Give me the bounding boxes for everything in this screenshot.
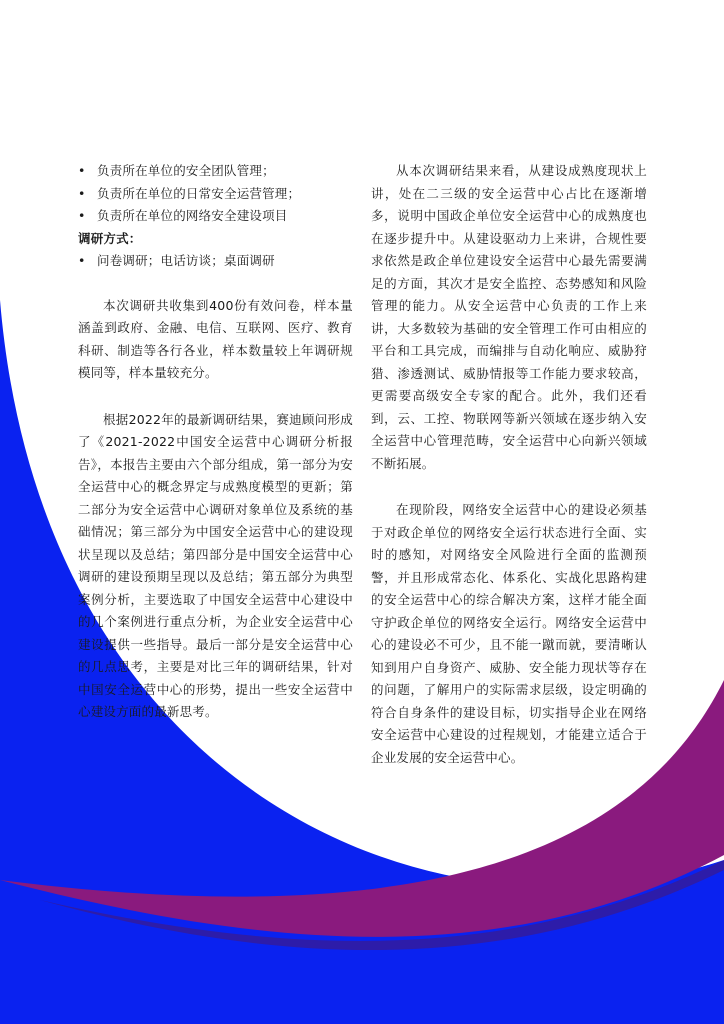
paragraph-report-structure: 根据2022年的最新调研结果，赛迪顾问形成了《2021-2022中国安全运营中心调研分析报告》，本报告主要由六个部分组成，第一部分为安全运营中心的概念界定与成熟度模型的更新；第二部分为安全运营中心调研对象单位及系统的基础情况；第三部分为中国安全运营中心的建设现状呈现以及总结；第四部分是中国安全运营中心调研的建设预期呈现以及总结；第五部分为典型案例分析，主要选取了中国安全运营中心建设中的几个案例进行重点分析，为企业安全运营中心建设提供一些指导。最后一部分是安全运营中心的几点思考，主要是对比三年的调研结果，针对中国安全运营中心的形势，提出一些安全运营中心建设方面的最新思考。: [78, 411, 353, 719]
bullet-text: 问卷调研；电话访谈；桌面调研: [97, 253, 275, 268]
bullet-dot: •: [78, 253, 86, 268]
left-column: [78, 160, 353, 724]
paragraph-survey-sample: 本次调研共收集到400份有效问卷，样本量涵盖到政府、金融、电信、互联网、医疗、教育科研、制造等各行各业，样本数量较上年调研规模同等，样本量较充分。: [78, 297, 353, 380]
right-column: [371, 160, 647, 769]
bullet-dot: •: [78, 163, 86, 178]
bullet-dot: •: [78, 208, 86, 223]
list-item: [78, 160, 353, 183]
list-item: [78, 205, 353, 228]
bullet-dot: •: [78, 185, 86, 201]
bullet-text: 负责所在单位的安全团队管理；: [97, 163, 275, 178]
list-item: [78, 250, 353, 273]
paragraph-findings: 从本次调研结果来看，从建设成熟度现状上讲，处在二三级的安全运营中心占比在逐渐增多，说明中国政企单位安全运营中心的成熟度也在逐步提升中。从建设驱动力上来讲，合规性要求依然是政企单位建设安全运营中心最先需要满足的方面，其次才是安全监控、态势感知和风险管理的能力。从安全运营中心负责的工作上来讲，大多数较为基础的安全管理工作可由相应的平台和工具完成，而编排与自动化响应、威胁狩猎、渗透测试、威胁情报等工作能力要求较高，更需要高级安全专家的配合。此外，我们还看到，云、工控、物联网等新兴领域在逐步纳入安全运营中心管理范畴，安全运营中心向新兴领域不断拓展。: [371, 163, 647, 471]
method-heading: 调研方式：: [78, 230, 142, 246]
bullet-text: 负责所在单位的网络安全建设项目: [97, 208, 288, 223]
paragraph-current-stage: 在现阶段，网络安全运营中心的建设必须基于对政企单位的网络安全运行状态进行全面、实时的感知，对网络安全风险进行全面的监测预警，并且形成常态化、体系化、实战化思路构建的安全运营中心的综合解决方案，这样才能全面守护政企单位的网络安全运行。网络安全运营中心的建设必不可少，且不能一蹴而就，要清晰认知到用户自身资产、威胁、安全能力现状等存在的问题，了解用户的实际需求层级，设定明确的符合自身条件的建设目标，切实指导企业在网络安全运营中心建设的过程规划，才能建立适合于企业发展的安全运营中心。: [371, 502, 647, 765]
bullet-text: 负责所在单位的日常安全运营管理；: [97, 185, 301, 201]
list-item: [78, 183, 353, 206]
